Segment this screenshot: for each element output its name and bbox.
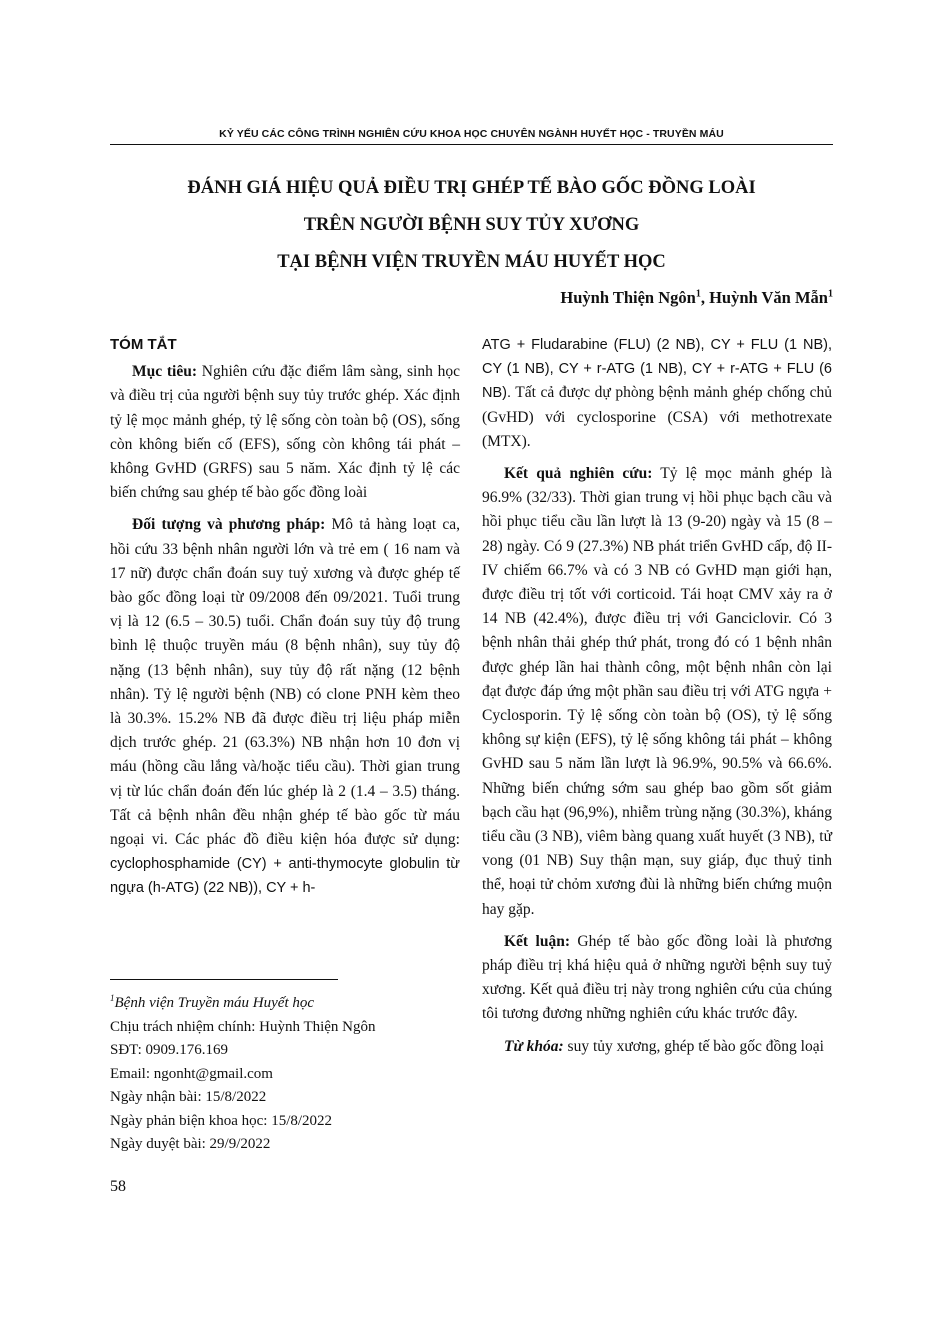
- footnotes: [110, 987, 460, 1157]
- author-list: [560, 288, 833, 308]
- keywords-paragraph: [482, 1035, 832, 1059]
- header-divider: [110, 144, 833, 145]
- conclusion-paragraph: [482, 930, 832, 1027]
- author-separator: ,: [700, 288, 710, 307]
- footnote-accepted-date: Ngày duyệt bài: 29/9/2022: [110, 1136, 271, 1152]
- affiliation-text: Bệnh viện Truyền máu Huyết học: [114, 995, 315, 1011]
- objective-paragraph: [110, 360, 460, 505]
- footnote-email: Email: ngonht@gmail.com: [110, 1065, 273, 1082]
- author-2-affiliation-mark: 1: [828, 288, 833, 300]
- footnote-phone: SĐT: 0909.176.169: [110, 1042, 229, 1058]
- article-title: [110, 170, 833, 281]
- objective-text: Nghiên cứu đặc điểm lâm sàng, sinh học và điều trị của người bệnh suy tủy trước ghép. Xác định tỷ lệ mọc mảnh ghép, tỷ lệ sống còn toàn bộ (OS), sống còn không biến cố (EFS), sống còn không tái phát – không GvHD (GRFS) sau 5 năm. Xác định tỷ lệ các biến chứng sau ghép tế bào gốc đồng loài: [110, 363, 460, 502]
- title-line-1: ĐÁNH GIÁ HIỆU QUẢ ĐIỀU TRỊ GHÉP TẾ BÀO GỐC ĐỒNG LOÀI: [187, 178, 756, 198]
- left-column: [110, 333, 460, 901]
- title-line-3: TẠI BỆNH VIỆN TRUYỀN MÁU HUYẾT HỌC: [277, 252, 666, 272]
- footnote-review-date: Ngày phản biện khoa học: 15/8/2022: [110, 1112, 333, 1129]
- results-label: Kết quả nghiên cứu:: [504, 465, 653, 483]
- methods-continuation: [482, 333, 832, 454]
- methods-prophylaxis-text: Tất cả được dự phòng bệnh mảnh ghép chống chủ (GvHD) với cyclosporine (CSA) với methotrexate (MTX).: [482, 384, 832, 450]
- footnote-affiliation: [110, 987, 460, 1016]
- author-1: Huỳnh Thiện Ngôn: [560, 288, 696, 307]
- methods-paragraph: [110, 513, 460, 900]
- methods-regimens-continued: ATG + Fludarabine (FLU) (2 NB), CY + FLU (1 NB), CY (1 NB), CY + r-ATG (1 NB), CY + r-ATG + FLU (6 NB).: [482, 337, 832, 402]
- methods-regimens-text: cyclophosphamide (CY) + anti-thymocyte globulin từ ngựa (h-ATG) (22 NB)), CY + h-: [110, 856, 460, 897]
- footnote-divider: [110, 979, 338, 980]
- results-text: Tỷ lệ mọc mảnh ghép là 96.9% (32/33). Thời gian trung vị hồi phục bạch cầu và hồi phục tiểu cầu lần lượt là 13 (9-20) ngày và 15 (8 – 28) ngày. Có 9 (27.3%) NB phát triển GvHD cấp, độ II-IV chiếm 66.7% và có 3 NB có GvHD mạn giới hạn, được điều trị tốt với corticoid. Tái hoạt CMV xảy ra ở 14 NB (42.4%), được điều trị với Ganciclovir. Có 3 bệnh nhân thải ghép thứ phát, trong đó có 1 bệnh nhân được ghép lần hai thành công, một bệnh nhân còn lại đạt được đáp ứng một phần sau điều trị với ATG ngựa + Cyclosporin. Tỷ lệ sống còn toàn bộ (OS), tỷ lệ sống không sự kiện (EFS), tỷ lệ sống không tái phát – không GvHD sau 5 năm lần lượt là 96.9%, 90.5% và 66.6%. Những biến chứng sớm sau ghép bao gồm sốt giảm bạch cầu hạt (96,9%), nhiễm trùng nặng (30.3%), kháng tiểu cầu (3 NB), viêm bàng quang xuất huyết (3 NB), tử vong (01 NB) Suy thận mạn, suy giáp, đục thuỷ tinh thể, hoại tử chỏm xương đùi là những biến chứng muộn hay gặp.: [482, 465, 832, 918]
- title-line-2: TRÊN NGƯỜI BỆNH SUY TỦY XƯƠNG: [303, 215, 640, 235]
- keywords-text: suy tủy xương, ghép tế bào gốc đồng loại: [563, 1037, 824, 1055]
- objective-label: Mục tiêu:: [132, 363, 198, 381]
- footnote-responsible: Chịu trách nhiệm chính: Huỳnh Thiện Ngôn: [110, 1018, 376, 1035]
- page-number: 58: [110, 1178, 126, 1195]
- author-2: Huỳnh Văn Mẫn: [709, 288, 828, 307]
- keywords-label: Từ khóa:: [504, 1037, 564, 1055]
- conclusion-label: Kết luận:: [504, 932, 570, 950]
- abstract-heading: TÓM TẮT: [110, 336, 177, 353]
- methods-label: Đối tượng và phương pháp:: [132, 516, 326, 534]
- footnote-mark: 1: [110, 993, 115, 1003]
- right-column: [482, 333, 832, 1059]
- author-1-affiliation-mark: 1: [695, 288, 701, 300]
- results-paragraph: [482, 462, 832, 922]
- methods-text: Mô tả hàng loạt ca, hồi cứu 33 bệnh nhân người lớn và trẻ em ( 16 nam và 17 nữ) được chẩn đoán suy tuỷ xương và được ghép tế bào gốc đồng loại từ 09/2008 đến 09/2021. Tuổi trung vị là 12 (6.5 – 30.5) tuổi. Chẩn đoán suy tủy độ trung bình lệ thuộc truyền máu (8 bệnh nhân), suy tủy độ nặng (13 bệnh nhân), suy tủy độ rất nặng (12 bệnh nhân). Tỷ lệ người bệnh (NB) có clone PNH kèm theo là 30.3%. 15.2% NB đã được điều trị liệu pháp miễn dịch trước ghép. 21 (63.3%) NB nhận hơn 10 đơn vị máu (hồng cầu lắng và/hoặc tiểu cầu). Thời gian trung vị từ lúc chẩn đoán đến lúc ghép là 2 (1.4 – 3.5) tháng. Tất cả bệnh nhân đều nhận ghép tế bào gốc từ máu ngoại vi. Các phác đồ điều kiện hóa được sử dụng:: [110, 516, 460, 849]
- conclusion-text: Ghép tế bào gốc đồng loài là phương pháp điều trị khá hiệu quả ở những người bệnh suy tuỷ xương. Kết quả điều trị này trong nghiên cứu của chúng tôi tương đương những nghiên cứu khác trước đây.: [482, 932, 833, 1023]
- running-header: KỶ YẾU CÁC CÔNG TRÌNH NGHIÊN CỨU KHOA HỌC CHUYÊN NGÀNH HUYẾT HỌC - TRUYỀN MÁU: [219, 128, 724, 140]
- footnote-received-date: Ngày nhận bài: 15/8/2022: [110, 1089, 267, 1105]
